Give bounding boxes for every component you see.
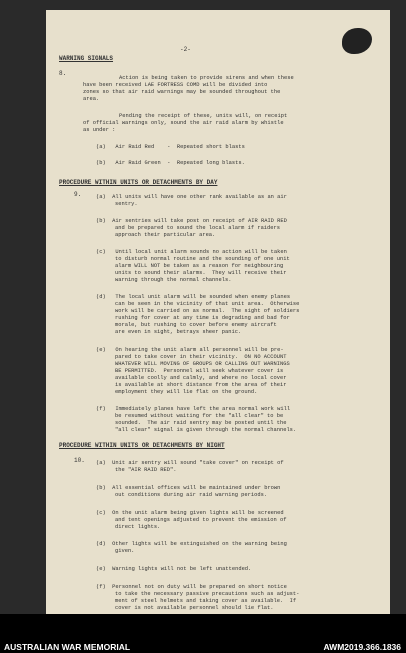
- paragraph-number: 8.: [59, 70, 67, 77]
- text-line: (e) Warning lights will not be left unattended.: [96, 566, 252, 572]
- list-item: (b) Air Raid Green - Repeated long blasts.: [96, 160, 245, 166]
- text-line: (c) Until local unit alarm sounds no action will be taken: [96, 249, 287, 255]
- text-line: approach their particular area.: [115, 232, 216, 238]
- text-line: be resumed without waiting for the "all clear" to be: [115, 413, 284, 419]
- footer-accession-number: AWM2019.366.1836: [323, 642, 401, 652]
- paragraph-number: 9.: [74, 191, 82, 198]
- text-line: area.: [83, 96, 100, 102]
- text-line: (e) On hearing the unit alarm all personnel will be pre-: [96, 347, 284, 353]
- text-line: rushing for cover at any time is degrading and bad for: [115, 315, 290, 321]
- archive-footer-bar: [0, 614, 406, 653]
- text-line: to disturb normal routine and the sounding of one unit: [115, 256, 290, 262]
- text-line: Pending the receipt of these, units will, on receipt: [119, 113, 288, 119]
- text-line: (b) Air sentries will take post on receipt of AIR RAID RED: [96, 218, 287, 224]
- text-line: the "AIR RAID RED".: [115, 467, 177, 473]
- text-line: (a) Unit air sentry will sound "take cover" on receipt of: [96, 460, 284, 466]
- text-line: (a) All units will have one other rank available as an air: [96, 194, 287, 200]
- text-line: cover is not available personnel should lie flat.: [115, 605, 274, 611]
- footer-institution: AUSTRALIAN WAR MEMORIAL: [4, 642, 131, 652]
- text-line: (f) Immediately planes have left the area normal work will: [96, 406, 291, 412]
- paragraph-number: 10.: [74, 457, 85, 464]
- text-line: direct lights.: [115, 524, 161, 530]
- text-line: ment of steel helmets and taking cover as available. If: [115, 598, 297, 604]
- text-line: and be prepared to sound the local alarm if raiders: [115, 225, 280, 231]
- text-line: employment they will lie flat on the ground.: [115, 389, 258, 395]
- text-line: given.: [115, 548, 135, 554]
- text-line: available coolly and calmly, and where no local cover: [115, 375, 287, 381]
- text-line: work will be carried on as normal. The sight of soldiers: [115, 308, 300, 314]
- text-line: WHATEVER WILL MOVING OF GROUPS OR CALLING OUT WARNINGS: [115, 361, 290, 367]
- text-line: sounded. The air raid sentry may be posted until the: [115, 420, 287, 426]
- section-heading-day-procedure: PROCEDURE WITHIN UNITS OR DETACHMENTS BY DAY: [59, 179, 218, 186]
- text-line: (c) On the unit alarm being given lights will be screened: [96, 510, 284, 516]
- text-line: pared to take cover in their vicinity. ON NO ACCOUNT: [115, 354, 287, 360]
- text-line: alarm WILL NOT be taken as a reason for neighbouring: [115, 263, 284, 269]
- text-line: as under :: [83, 127, 116, 133]
- text-line: out conditions during air raid warning periods.: [115, 492, 268, 498]
- text-line: of official warnings only, sound the air raid alarm by whistle: [83, 120, 284, 126]
- text-line: (f) Personnel not on duty will be prepared on short notice: [96, 584, 287, 590]
- text-line: (d) The local unit alarm will be sounded when enemy planes: [96, 294, 291, 300]
- punched-hole: [342, 28, 372, 54]
- text-line: is available at short distance from the area of their: [115, 382, 287, 388]
- text-line: units to sound their alarms. They will receive their: [115, 270, 287, 276]
- page-number: -2-: [180, 46, 191, 53]
- list-item: (a) Air Raid Red - Repeated short blasts: [96, 144, 245, 150]
- text-line: to take the necessary passive precautions such as adjust-: [115, 591, 300, 597]
- text-line: sentry.: [115, 201, 138, 207]
- text-line: BE PERMITTED. Personnel will seek whatever cover is: [115, 368, 284, 374]
- text-line: are even in sight, betrays sheer panic.: [115, 329, 242, 335]
- text-line: "all clear" signal is given through the normal channels.: [115, 427, 297, 433]
- text-line: warning through the normal channels.: [115, 277, 232, 283]
- text-line: zones so that air raid warnings may be sounded throughout the: [83, 89, 281, 95]
- text-line: and tent openings adjusted to prevent the emission of: [115, 517, 287, 523]
- text-line: Action is being taken to provide sirens and when these: [119, 75, 294, 81]
- text-line: have been received LAE FORTRESS COMD will be divided into: [83, 82, 268, 88]
- section-heading-night-procedure: PROCEDURE WITHIN UNITS OR DETACHMENTS BY NIGHT: [59, 442, 225, 449]
- text-line: can be seen in the vicinity of that unit area. Otherwise: [115, 301, 300, 307]
- text-line: (b) All essential offices will be maintained under brown: [96, 485, 281, 491]
- document-page: [46, 10, 390, 614]
- text-line: morale, but rushing to cover before enemy aircraft: [115, 322, 277, 328]
- text-line: (d) Other lights will be extinguished on the warning being: [96, 541, 287, 547]
- section-heading-warning-signals: WARNING SIGNALS: [59, 55, 114, 62]
